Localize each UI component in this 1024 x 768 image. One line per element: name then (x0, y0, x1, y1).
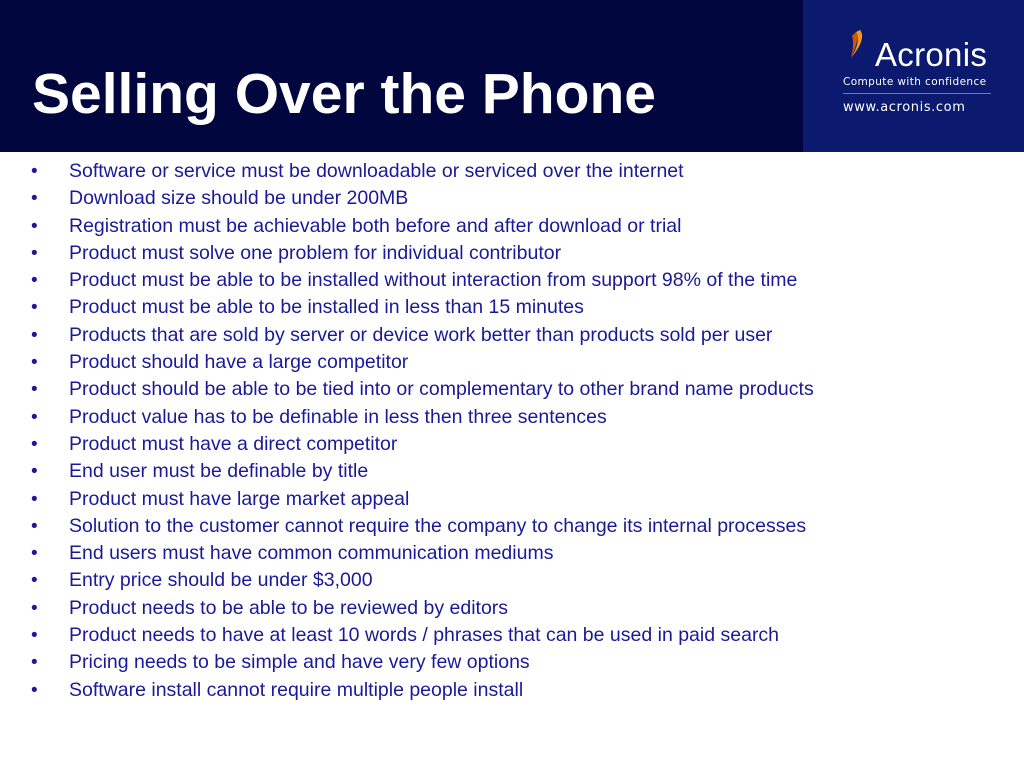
bullet-text: Solution to the customer cannot require the company to change its internal processes (69, 514, 807, 537)
bullet-dot: • (31, 161, 38, 182)
logo-wordmark: Acronis (875, 36, 988, 73)
bullet-text: Software or service must be downloadable or serviced over the internet (69, 160, 684, 182)
bullet-item (0, 267, 1024, 294)
logo-tagline: Compute with confidence (843, 76, 987, 88)
bullet-item (0, 622, 1024, 649)
bullet-text: Products that are sold by server or device work better than products sold per user (69, 323, 773, 346)
bullet-dot: • (31, 406, 38, 428)
bullet-text: Pricing needs to be simple and have very few options (69, 651, 530, 674)
bullet-item (0, 185, 1024, 212)
bullet-text: Product must be able to be installed in less than 15 minutes (69, 296, 584, 319)
bullet-item (0, 240, 1024, 267)
bullet-dot: • (31, 297, 38, 319)
bullet-item (0, 458, 1024, 485)
bullet-item (0, 349, 1024, 376)
bullet-item (0, 322, 1024, 349)
bullet-dot: • (31, 352, 38, 374)
bullet-dot: • (31, 625, 38, 647)
bullet-dot: • (31, 570, 38, 592)
bullet-dot: • (31, 679, 38, 701)
bullet-text: Registration must be achievable both before and after download or trial (69, 214, 682, 237)
bullet-item (0, 213, 1024, 240)
bullet-item (0, 376, 1024, 403)
bullet-dot: • (31, 324, 38, 346)
bullet-dot: • (31, 461, 38, 483)
bullet-dot: • (31, 515, 38, 537)
bullet-text: Entry price should be under $3,000 (69, 569, 373, 592)
bullet-dot: • (31, 379, 38, 401)
acronis-logo-panel (803, 0, 1024, 152)
bullet-dot: • (31, 215, 38, 237)
bullet-item (0, 404, 1024, 431)
slide-title: Selling Over the Phone (32, 62, 656, 126)
bullet-item (0, 158, 1024, 185)
bullet-dot: • (31, 488, 38, 510)
bullet-dot: • (31, 242, 38, 264)
bullet-text: Download size should be under 200MB (69, 187, 409, 210)
bullet-text: Software install cannot require multiple people install (69, 678, 524, 701)
bullet-item (0, 294, 1024, 321)
bullet-text: Product should have a large competitor (69, 351, 409, 374)
bullet-text: Product must have a direct competitor (69, 432, 398, 455)
bullet-dot: • (31, 543, 38, 565)
bullet-text: Product must have large market appeal (69, 487, 410, 510)
bullet-item (0, 486, 1024, 513)
bullet-text: Product must be able to be installed without interaction from support 98% of the time (69, 269, 798, 292)
bullet-text: End users must have common communication mediums (69, 542, 554, 565)
logo-divider (843, 93, 991, 94)
bullet-text: Product must solve one problem for individual contributor (69, 241, 562, 264)
bullet-item (0, 649, 1024, 676)
bullet-item (0, 431, 1024, 458)
bullet-item (0, 567, 1024, 594)
bullet-item (0, 677, 1024, 704)
bullet-item (0, 595, 1024, 622)
logo-url: www.acronis.com (843, 100, 966, 115)
bullet-dot: • (31, 270, 38, 292)
bullet-dot: • (31, 188, 38, 210)
bullet-text: Product needs to have at least 10 words / phrases that can be used in paid search (69, 624, 780, 647)
acronis-swoosh-icon (843, 28, 871, 66)
bullet-list (0, 158, 1024, 704)
title-bar (0, 0, 1024, 152)
bullet-item (0, 513, 1024, 540)
bullet-dot: • (31, 652, 38, 674)
bullet-text: Product should be able to be tied into or complementary to other brand name products (69, 378, 814, 401)
bullet-text: Product needs to be able to be reviewed by editors (69, 596, 509, 619)
bullet-text: Product value has to be definable in less then three sentences (69, 405, 607, 428)
bullet-dot: • (31, 433, 38, 455)
bullet-item (0, 540, 1024, 567)
bullet-dot: • (31, 597, 38, 619)
bullet-text: End user must be definable by title (69, 460, 369, 483)
